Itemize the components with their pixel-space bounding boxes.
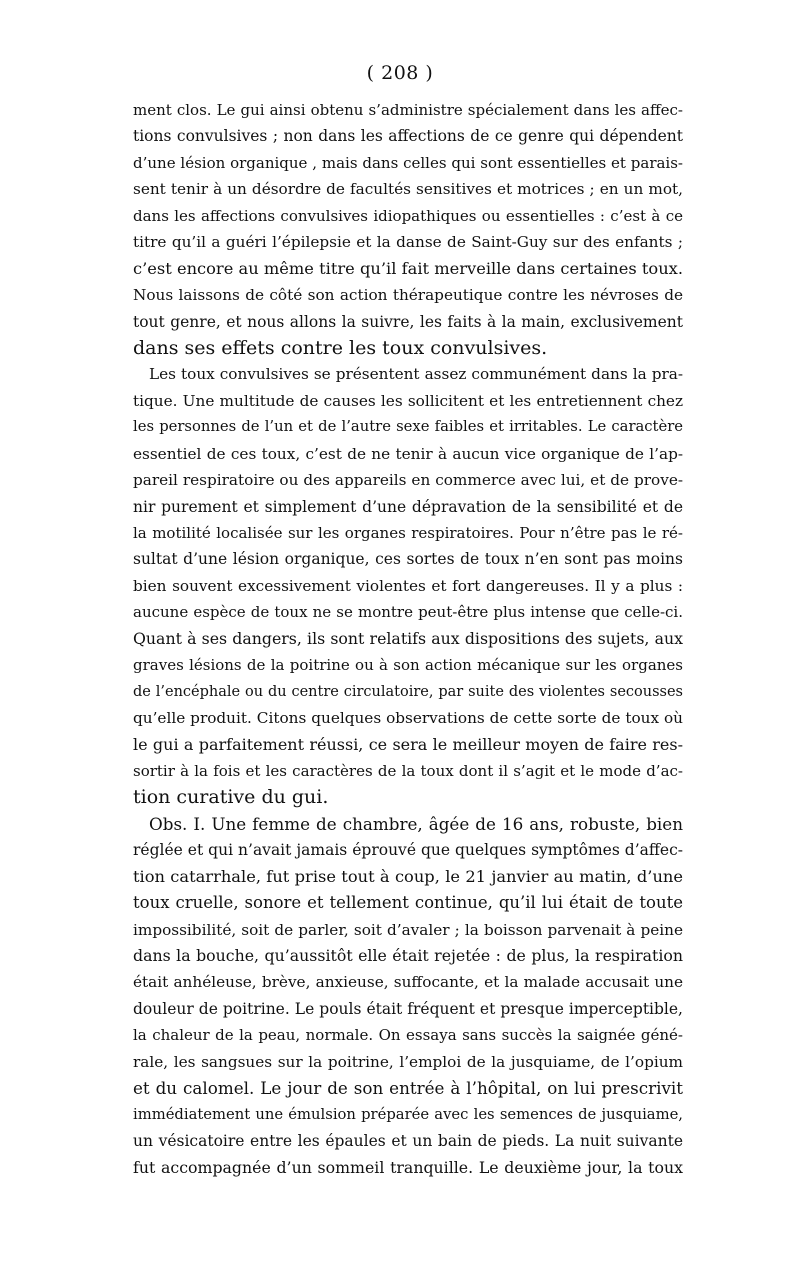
text-line: qu’elle produit. Citons quelques observations de cette sorte de toux où (133, 709, 683, 728)
text-line: immédiatement une émulsion préparée avec les semences de jusquiame, (133, 1105, 683, 1123)
text-line: pareil respiratoire ou des appareils en commerce avec lui, et de prove- (133, 471, 683, 490)
text-line: graves lésions de la poitrine ou à son action mécanique sur les organes (133, 656, 683, 675)
text-line: ment clos. Le gui ainsi obtenu s’administre spécialement dans les affec- (133, 101, 683, 119)
text-line: tout genre, et nous allons la suivre, les faits à la main, exclusivement (133, 312, 683, 331)
text-line: dans les affections convulsives idiopathiques ou essentielles : c’est à ce (133, 206, 683, 225)
text-line: la motilité localisée sur les organes respiratoires. Pour n’être pas le ré- (133, 524, 683, 542)
text-line: dans la bouche, qu’aussitôt elle était rejetée : de plus, la respiration (133, 946, 683, 965)
text-line: dans ses effets contre les toux convulsives. (133, 336, 548, 359)
text-line: bien souvent excessivement violentes et fort dangereuses. Il y a plus : (133, 576, 683, 595)
text-line: douleur de poitrine. Le pouls était fréquent et presque imperceptible, (133, 999, 683, 1018)
text-line: réglée et qui n’avait jamais éprouvé que quelques symptômes d’affec- (133, 841, 683, 860)
text-line: tions convulsives ; non dans les affections de ce genre qui dépendent (133, 127, 683, 146)
text-line: toux cruelle, sonore et tellement continue, qu’il lui était de toute (133, 893, 683, 913)
text-line: sent tenir à un désordre de facultés sensitives et motrices ; en un mot, (133, 180, 683, 199)
text-line: titre qu’il a guéri l’épilepsie et la danse de Saint-Guy sur des enfants ; (133, 233, 683, 252)
text-line: essentiel de ces toux, c’est de ne tenir à aucun vice organique de l’ap- (133, 444, 683, 463)
text-line: impossibilité, soit de parler, soit d’avaler ; la boisson parvenait à peine (133, 920, 683, 939)
text-line: c’est encore au même titre qu’il fait merveille dans certaines toux. (133, 258, 683, 278)
text-line: le gui a parfaitement réussi, ce sera le meilleur moyen de faire res- (133, 734, 683, 754)
text-line: et du calomel. Le jour de son entrée à l’hôpital, on lui prescrivit (133, 1078, 683, 1099)
text-line: Les toux convulsives se présentent assez communément dans la pra- (149, 365, 683, 384)
text-line: tique. Une multitude de causes les sollicitent et les entretiennent chez (133, 391, 683, 410)
text-line: aucune espèce de toux ne se montre peut-être plus intense que celle-ci. (133, 603, 683, 622)
text-line: sortir à la fois et les caractères de la toux dont il s’agit et le mode d’ac- (133, 761, 683, 780)
body-text (133, 97, 683, 1181)
text-line: était anhéleuse, brève, anxieuse, suffocante, et la malade accusait une (133, 973, 683, 992)
text-line: Quant à ses dangers, ils sont relatifs aux dispositions des sujets, aux (133, 628, 683, 648)
text-line: la chaleur de la peau, normale. On essaya sans succès la saignée géné- (133, 1026, 683, 1045)
text-line: de l’encéphale ou du centre circulatoire, par suite des violentes secousses (133, 683, 683, 700)
text-line: Nous laissons de côté son action thérapeutique contre les névroses de (133, 286, 683, 305)
text-line: fut accompagnée d’un sommeil tranquille. Le deuxième jour, la toux (133, 1157, 683, 1177)
text-line: les personnes de l’un et de l’autre sexe faibles et irritables. Le caractère (133, 418, 683, 436)
text-line: d’une lésion organique , mais dans celles qui sont essentielles et parais- (133, 153, 683, 172)
page-number: ( 208 ) (366, 62, 434, 84)
text-line: tion curative du gui. (133, 786, 329, 809)
text-line: nir purement et simplement d’une dépravation de la sensibilité et de (133, 497, 683, 516)
text-line: un vésicatoire entre les épaules et un bain de pieds. La nuit suivante (133, 1132, 683, 1151)
text-line: tion catarrhale, fut prise tout à coup, le 21 janvier au matin, d’une (133, 866, 683, 886)
text-line: Obs. I. Une femme de chambre, âgée de 16 ans, robuste, bien (149, 813, 683, 834)
text-line: sultat d’une lésion organique, ces sortes de toux n’en sont pas moins (133, 550, 683, 569)
text-line: rale, les sangsues sur la poitrine, l’emploi de la jusquiame, de l’opium (133, 1052, 683, 1071)
